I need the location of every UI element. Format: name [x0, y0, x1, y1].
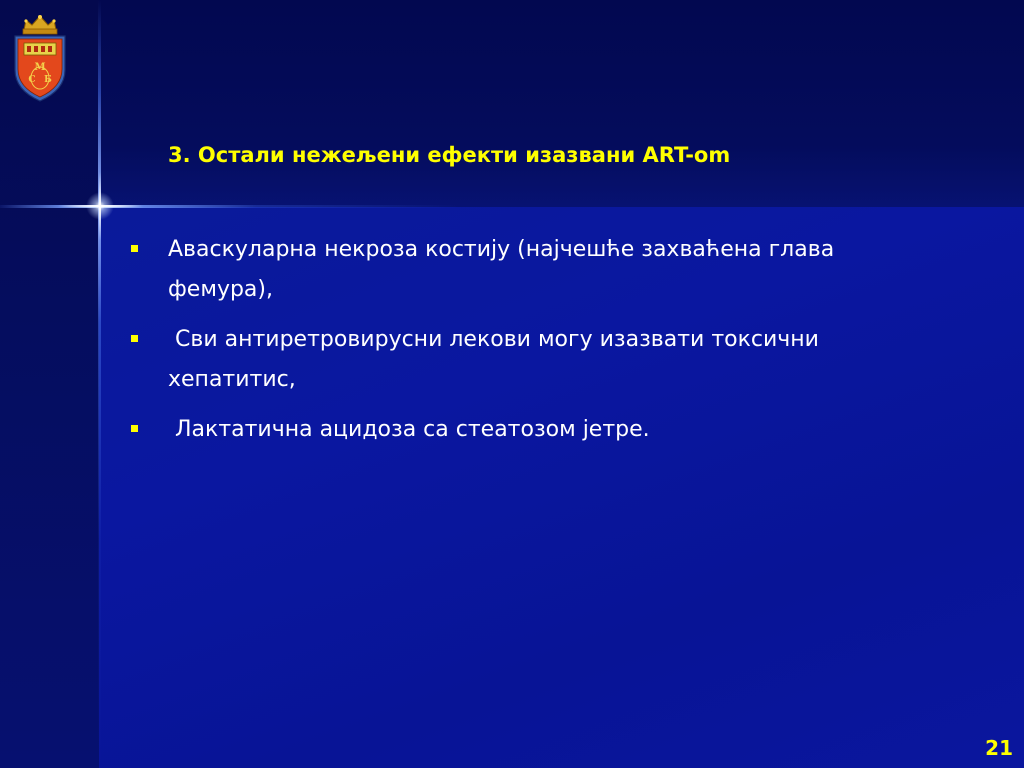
- bullet-text: Аваскуларна некроза костију (најчешће захваћена глава фемура),: [168, 237, 835, 302]
- bullet-item: [128, 320, 868, 400]
- svg-text:М: М: [34, 62, 46, 73]
- bullet-item: [128, 410, 868, 450]
- coat-of-arms-icon: [10, 12, 70, 104]
- bullet-text: Лактатична ацидоза са стеатозом јетре.: [168, 417, 650, 442]
- bullet-square-icon: [131, 245, 138, 252]
- slide-title: 3. Остали нежељени ефекти изазвани ART-om: [168, 143, 731, 167]
- vertical-light-line: [98, 0, 101, 768]
- left-strip: [0, 0, 99, 768]
- svg-text:Б: Б: [44, 75, 52, 85]
- crown-icon: [23, 15, 57, 34]
- bullet-item: [128, 230, 868, 310]
- bullet-square-icon: [131, 335, 138, 342]
- bullet-square-icon: [131, 425, 138, 432]
- bullet-text: Сви антиретровирусни лекови могу изазвати токсични хепатитис,: [168, 327, 826, 392]
- page-number: 21: [985, 736, 1013, 760]
- svg-text:С: С: [28, 75, 36, 85]
- top-band: [99, 0, 1024, 207]
- horizontal-light-line: [0, 205, 1024, 208]
- light-flare-horizontal: [58, 205, 142, 207]
- bullet-list: [128, 230, 868, 460]
